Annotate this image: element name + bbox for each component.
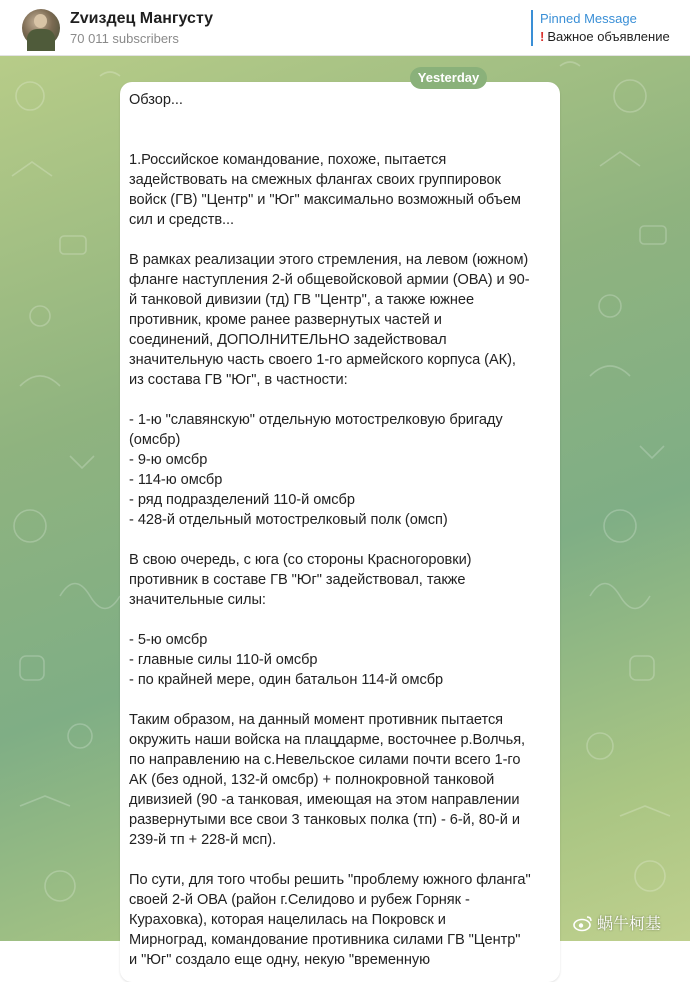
weibo-logo-icon (573, 915, 593, 931)
message-line: из состава ГВ "Юг", в частности: (129, 372, 348, 388)
exclamation-icon: ! (540, 29, 545, 44)
message-line: развернутыми все свои 3 танковых полка (тп) - 6-й, 80-й и (129, 812, 520, 828)
message-bubble[interactable] (120, 82, 560, 982)
pinned-message-label: Pinned Message (540, 11, 637, 26)
message-line: Кураховка), которая нацелилась на Покровск и (129, 912, 446, 928)
avatar-figure-body (27, 29, 55, 51)
message-line: войск (ГВ) "Центр" и "Юг" максимально возможный объем (129, 192, 521, 208)
pinned-message-preview: Важное объявление (547, 29, 670, 44)
message-line: - главные силы 110-й омсбр (129, 652, 318, 668)
message-blank-line (129, 690, 551, 710)
message-line: 239-й тп + 228-й мсп). (129, 832, 277, 848)
avatar-figure-head (34, 14, 47, 28)
message-line: окружить наши войска на плацдарме, восточнее р.Волчья, (129, 732, 526, 748)
message-line: По сути, для того чтобы решить "проблему южного фланга" (129, 872, 531, 888)
message-blank-line (129, 230, 551, 250)
message-line: АК (без одной, 132-й омсбр) + полнокровной танковой (129, 772, 495, 788)
date-separator: Yesterday (410, 67, 487, 89)
message-line: значительные силы: (129, 592, 266, 608)
message-line: значительную часть своего 1-го армейского корпуса (АК), (129, 352, 516, 368)
pinned-message-text (540, 27, 670, 46)
channel-avatar[interactable] (22, 9, 60, 47)
message-line: задействовать на смежных флангах своих группировок (129, 172, 501, 188)
message-blank-line (129, 850, 551, 870)
message-line: й танковой дивизии (тд) ГВ "Центр", а также южнее (129, 292, 475, 308)
message-line: - 5-ю омсбр (129, 632, 208, 648)
message-blank-line (129, 390, 551, 410)
message-line: и "Юг" создало еще одну, некую "временную (129, 952, 431, 968)
message-line: В рамках реализации этого стремления, на левом (южном) (129, 252, 529, 268)
chat-header (0, 0, 690, 56)
message-blank-line (129, 530, 551, 550)
message-line: соединений, ДОПОЛНИТЕЛЬНО задействовал (129, 332, 447, 348)
message-line: - 9-ю омсбр (129, 452, 208, 468)
message-line: фланге наступления 2-й общевойсковой армии (ОВА) и 90- (129, 272, 530, 288)
watermark (573, 911, 661, 934)
message-blank-line (129, 610, 551, 630)
message-line: своей 2-й ОВА (район г.Селидово и рубеж Горняк - (129, 892, 470, 908)
channel-title[interactable]: Zvиздец Мангусту (70, 10, 214, 27)
subscriber-count: 70 011 subscribers (70, 31, 179, 46)
message-line: - ряд подразделений 110-й омсбр (129, 492, 355, 508)
message-line: - 1-ю "славянскую" отдельную мотострелковую бригаду (129, 412, 503, 428)
message-blank-line (129, 130, 551, 150)
message-line: - 114-ю омсбр (129, 472, 223, 488)
message-line: Таким образом, на данный момент противник пытается (129, 712, 504, 728)
message-line: - 428-й отдельный мотострелковый полк (омсп) (129, 512, 448, 528)
message-line: В свою очередь, с юга (со стороны Красногоровки) (129, 552, 472, 568)
message-line: (омсбр) (129, 432, 181, 448)
message-line: Обзор... (129, 92, 183, 108)
pinned-message-bar[interactable] (531, 10, 670, 46)
message-line: противник, кроме ранее развернутых частей и (129, 312, 442, 328)
chat-area[interactable] (0, 56, 690, 968)
watermark-text: 蜗牛柯基 (597, 916, 662, 933)
message-line: по направлению на с.Невельское силами почти всего 1-го (129, 752, 521, 768)
message-line: дивизией (90 -а танковая, имеющая на этом направлении (129, 792, 520, 808)
message-line: Мирноград, командование противника силами ГВ "Центр" (129, 932, 521, 948)
message-text (129, 90, 551, 970)
message-line: противник в составе ГВ "Юг" задействовал, также (129, 572, 466, 588)
message-line: - по крайней мере, один батальон 114-й омсбр (129, 672, 444, 688)
message-line: 1.Российское командование, похоже, пытается (129, 152, 447, 168)
message-line: сил и средств... (129, 212, 235, 228)
